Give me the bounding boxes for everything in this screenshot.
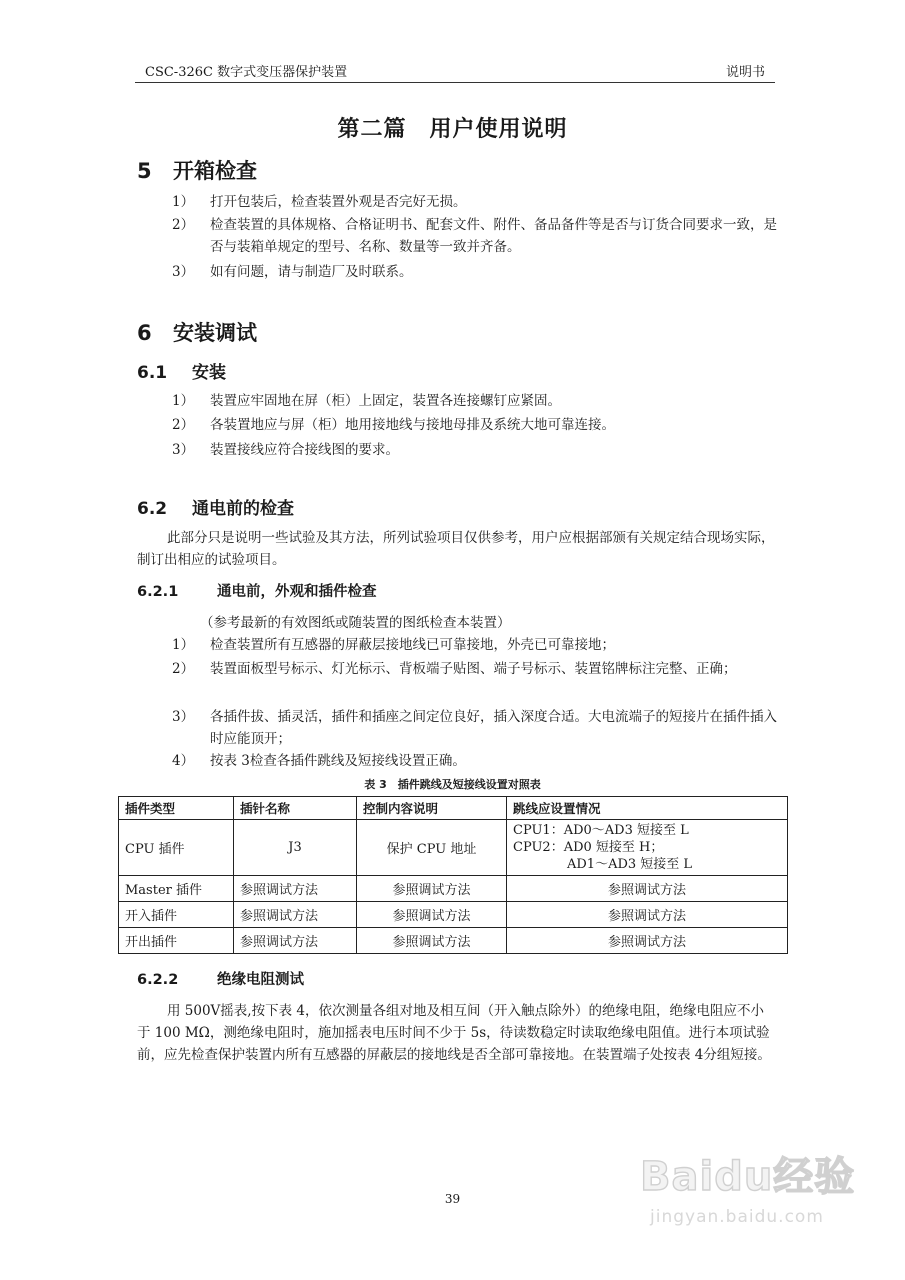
section-number: 6.2: [137, 499, 168, 519]
cell-pin-name: J3: [234, 820, 357, 876]
cell-jumper-setting: [507, 820, 788, 876]
jumper-line: AD1～AD3 短接至 L: [567, 857, 693, 872]
list-item: [172, 439, 777, 461]
section-number: 6.2.1: [137, 584, 179, 600]
list-number: 3）: [172, 709, 195, 725]
section-6-2-1-heading: [137, 580, 377, 601]
watermark-logo: Baidu经验: [640, 1154, 856, 1200]
list-number: 1）: [172, 393, 195, 409]
section-6-2-heading: [137, 494, 294, 519]
page-header: [135, 58, 775, 83]
header-product-title: CSC-326C 数字式变压器保护装置: [145, 65, 348, 80]
list-item: [172, 658, 777, 680]
section-6-2-2-paragraph: 用 500V摇表,按下表 4，依次测量各组对地及相互间（开入触点除外）的绝缘电阻，绝缘电阻应不小于 100 MΩ，测绝缘电阻时，施加摇表电压时间不少于 5s，待读数稳定时读取绝缘电阻值。进行本项试验前，应先检查保护装置内所有互感器的屏蔽层的接地线是否全部可靠接地。在装置端子处按表 4分组短接。: [137, 1003, 771, 1063]
list-text: 按表 3检查各插件跳线及短接线设置正确。: [210, 753, 466, 769]
table-row: [119, 876, 788, 902]
list-item: [172, 634, 777, 656]
cell-pin-name: 参照调试方法: [234, 902, 357, 928]
cell-jumper-setting: 参照调试方法: [507, 876, 788, 902]
cell-jumper-setting: 参照调试方法: [507, 928, 788, 954]
list-text: 检查装置的具体规格、合格证明书、配套文件、附件、备品备件等是否与订货合同要求一致，是否与装箱单规定的型号、名称、数量等一致并齐备。: [210, 217, 777, 255]
baidu-jingyan-watermark: [640, 1145, 880, 1245]
section-number: 6.1: [137, 363, 168, 383]
list-number: 3）: [172, 442, 195, 458]
section-number: 6.2.2: [137, 972, 179, 988]
cell-description: 参照调试方法: [357, 876, 507, 902]
list-item: [172, 414, 777, 436]
section-6-2-2-heading: [137, 968, 304, 989]
jumper-line: CPU2：AD0 短接至 H；: [513, 840, 664, 855]
column-header: 跳线应设置情况: [507, 797, 788, 820]
section-title: 开箱检查: [173, 159, 257, 183]
list-item: [172, 191, 777, 213]
page-number: 39: [444, 1192, 461, 1206]
list-item: [172, 750, 777, 772]
table-row: [119, 902, 788, 928]
section-title: 通电前的检查: [192, 499, 294, 519]
section-title: 安装: [192, 363, 226, 383]
cell-board-type: Master 插件: [119, 876, 234, 902]
cell-board-type: 开入插件: [119, 902, 234, 928]
list-text: 检查装置所有互感器的屏蔽层接地线已可靠接地，外壳已可靠接地；: [210, 637, 615, 653]
table-header-row: [119, 797, 788, 820]
section-number: 6: [137, 321, 152, 345]
list-text: 各插件拔、插灵活，插件和插座之间定位良好，插入深度合适。大电流端子的短接片在插件插入时应能顶开；: [210, 709, 777, 747]
list-number: 3）: [172, 264, 195, 280]
section-title: 绝缘电阻测试: [217, 972, 304, 988]
list-item: [172, 390, 777, 412]
table-caption: 表 3 插件跳线及短接线设置对照表: [364, 778, 541, 791]
list-text: 装置应牢固地在屏（柜）上固定，装置各连接螺钉应紧固。: [210, 393, 561, 409]
list-number: 2）: [172, 217, 195, 233]
list-number: 2）: [172, 661, 195, 677]
list-number: 1）: [172, 637, 195, 653]
cell-jumper-setting: 参照调试方法: [507, 902, 788, 928]
reference-note: （参考最新的有效图纸或随装置的图纸检查本装置）: [200, 615, 511, 631]
list-number: 2）: [172, 417, 195, 433]
list-text: 如有问题，请与制造厂及时联系。: [210, 264, 413, 280]
cell-board-type: 开出插件: [119, 928, 234, 954]
jumper-settings-table: [118, 796, 788, 954]
cell-board-type: CPU 插件: [119, 820, 234, 876]
section-6-heading: [137, 317, 257, 347]
column-header: 控制内容说明: [357, 797, 507, 820]
list-number: 1）: [172, 194, 195, 210]
part-title: 第二篇 用户使用说明: [337, 117, 568, 142]
column-header: 插件类型: [119, 797, 234, 820]
list-item: [172, 261, 777, 283]
list-text: 各装置地应与屏（柜）地用接地线与接地母排及系统大地可靠连接。: [210, 417, 615, 433]
header-doc-type: 说明书: [725, 65, 765, 80]
cell-description: 保护 CPU 地址: [357, 820, 507, 876]
cell-pin-name: 参照调试方法: [234, 876, 357, 902]
cell-description: 参照调试方法: [357, 902, 507, 928]
list-text: 装置接线应符合接线图的要求。: [210, 442, 399, 458]
list-text: 打开包装后，检查装置外观是否完好无损。: [210, 194, 467, 210]
section-5-heading: [137, 155, 257, 185]
table-row: [119, 820, 788, 876]
section-6-2-paragraph: 此部分只是说明一些试验及其方法，所列试验项目仅供参考，用户应根据部颁有关规定结合现场实际，制订出相应的试验项目。: [137, 530, 775, 568]
list-item: [172, 706, 777, 750]
jumper-line: CPU1：AD0～AD3 短接至 L: [513, 823, 689, 838]
list-text: 装置面板型号标示、灯光标示、背板端子贴图、端子号标示、装置铭牌标注完整、正确；: [210, 661, 737, 677]
section-6-1-heading: [137, 358, 226, 383]
section-number: 5: [137, 159, 152, 183]
table-row: [119, 928, 788, 954]
cell-description: 参照调试方法: [357, 928, 507, 954]
section-title: 通电前，外观和插件检查: [217, 584, 377, 600]
watermark-url: jingyan.baidu.com: [650, 1207, 824, 1227]
column-header: 插针名称: [234, 797, 357, 820]
section-title: 安装调试: [173, 321, 257, 345]
cell-pin-name: 参照调试方法: [234, 928, 357, 954]
list-number: 4）: [172, 753, 195, 769]
list-item: [172, 214, 777, 258]
